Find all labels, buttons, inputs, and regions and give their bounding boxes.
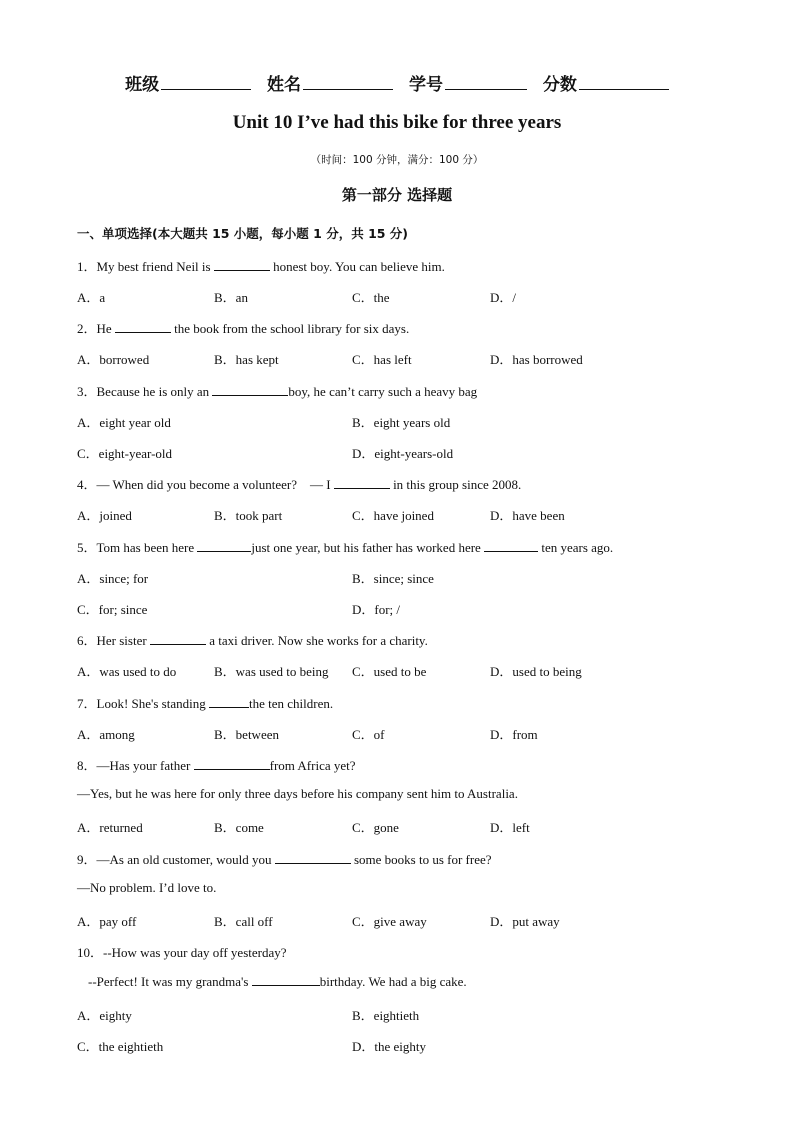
question-8: 8．—Has your father from Africa yet? xyxy=(77,758,356,773)
option-b[interactable]: B．was used to being xyxy=(214,664,329,679)
option-a[interactable]: A．was used to do xyxy=(77,664,177,679)
answer-blank-2[interactable] xyxy=(484,539,538,552)
question-1: 1．My best friend Neil is honest boy. You can believe him. xyxy=(77,259,445,274)
option-c[interactable]: C．gone xyxy=(352,820,399,835)
option-a[interactable]: A．a xyxy=(77,290,106,305)
score-field: 分数 xyxy=(543,70,669,95)
option-d[interactable]: D．put away xyxy=(490,914,560,929)
option-d[interactable]: D．have been xyxy=(490,508,565,523)
question-7: 7．Look! She's standing the ten children. xyxy=(77,696,334,711)
option-b[interactable]: B．eight years old xyxy=(352,415,451,430)
option-a[interactable]: A．eight year old xyxy=(77,415,171,430)
question-2: 2．He the book from the school library for six days. xyxy=(77,321,410,336)
option-a[interactable]: A．pay off xyxy=(77,914,137,929)
question-4: 4．— When did you become a volunteer? — I in this group since 2008. xyxy=(77,477,522,492)
option-c[interactable]: C．has left xyxy=(352,352,412,367)
question-9: 9．—As an old customer, would you some books to us for free? xyxy=(77,852,492,867)
name-blank[interactable] xyxy=(303,75,393,90)
part-heading: 第一部分 选择题 xyxy=(341,186,453,204)
option-c[interactable]: C．eight-year-old xyxy=(77,446,173,461)
student-id-blank[interactable] xyxy=(445,75,527,90)
option-d[interactable]: D．left xyxy=(490,820,530,835)
option-c[interactable]: C．the eightieth xyxy=(77,1039,164,1054)
option-b[interactable]: B．eightieth xyxy=(352,1008,420,1023)
exam-title: Unit 10 I’ve had this bike for three years xyxy=(232,112,562,133)
option-d[interactable]: D．from xyxy=(490,727,538,742)
question-6: 6．Her sister a taxi driver. Now she works for a charity. xyxy=(77,633,428,648)
question-9-reply: —No problem. I’d love to. xyxy=(77,880,217,895)
answer-blank[interactable] xyxy=(252,973,320,986)
option-a[interactable]: A．among xyxy=(77,727,135,742)
question-3: 3．Because he is only an boy, he can’t carry such a heavy bag xyxy=(77,384,478,399)
student-id-field: 学号 xyxy=(409,70,527,95)
question-5: 5．Tom has been here just one year, but his father has worked here ten years ago. xyxy=(77,540,614,555)
score-blank[interactable] xyxy=(579,75,669,90)
option-b[interactable]: B．an xyxy=(214,290,248,305)
section-heading: 一、单项选择(本大题共 15 小题，每小题 1 分，共 15 分) xyxy=(77,226,409,241)
option-d[interactable]: D．used to being xyxy=(490,664,582,679)
question-10: 10．--How was your day off yesterday? xyxy=(77,945,287,960)
name-field: 姓名 xyxy=(267,70,393,95)
option-d[interactable]: D．eight-years-old xyxy=(352,446,454,461)
answer-blank[interactable] xyxy=(212,383,288,396)
option-c[interactable]: C．of xyxy=(352,727,385,742)
option-a[interactable]: A．eighty xyxy=(77,1008,132,1023)
option-a[interactable]: A．joined xyxy=(77,508,132,523)
option-c[interactable]: C．the xyxy=(352,290,390,305)
class-blank[interactable] xyxy=(161,75,251,90)
answer-blank[interactable] xyxy=(214,258,270,271)
answer-blank[interactable] xyxy=(334,476,390,489)
question-10-reply: --Perfect! It was my grandma's birthday. We had a big cake. xyxy=(88,974,467,989)
answer-blank[interactable] xyxy=(275,851,351,864)
option-b[interactable]: B．call off xyxy=(214,914,273,929)
class-field: 班级 xyxy=(125,70,251,95)
answer-blank[interactable] xyxy=(115,320,171,333)
option-b[interactable]: B．between xyxy=(214,727,279,742)
option-b[interactable]: B．took part xyxy=(214,508,283,523)
option-a[interactable]: A．returned xyxy=(77,820,143,835)
answer-blank[interactable] xyxy=(194,757,270,770)
option-c[interactable]: C．used to be xyxy=(352,664,427,679)
question-8-reply: —Yes, but he was here for only three days before his company sent him to Australia. xyxy=(77,786,518,801)
option-b[interactable]: B．since; since xyxy=(352,571,434,586)
option-c[interactable]: C．give away xyxy=(352,914,427,929)
answer-blank[interactable] xyxy=(150,632,206,645)
option-b[interactable]: B．come xyxy=(214,820,264,835)
option-d[interactable]: D．has borrowed xyxy=(490,352,583,367)
option-d[interactable]: D．the eighty xyxy=(352,1039,427,1054)
answer-blank[interactable] xyxy=(209,695,249,708)
answer-blank-1[interactable] xyxy=(197,539,251,552)
option-b[interactable]: B．has kept xyxy=(214,352,279,367)
option-a[interactable]: A．borrowed xyxy=(77,352,150,367)
exam-subtitle: （时间：100 分钟，满分：100 分） xyxy=(310,154,484,166)
student-info-line xyxy=(0,70,794,95)
option-d[interactable]: D．/ xyxy=(490,290,517,305)
option-c[interactable]: C．have joined xyxy=(352,508,434,523)
option-c[interactable]: C．for; since xyxy=(77,602,148,617)
option-a[interactable]: A．since; for xyxy=(77,571,149,586)
option-d[interactable]: D．for; / xyxy=(352,602,401,617)
